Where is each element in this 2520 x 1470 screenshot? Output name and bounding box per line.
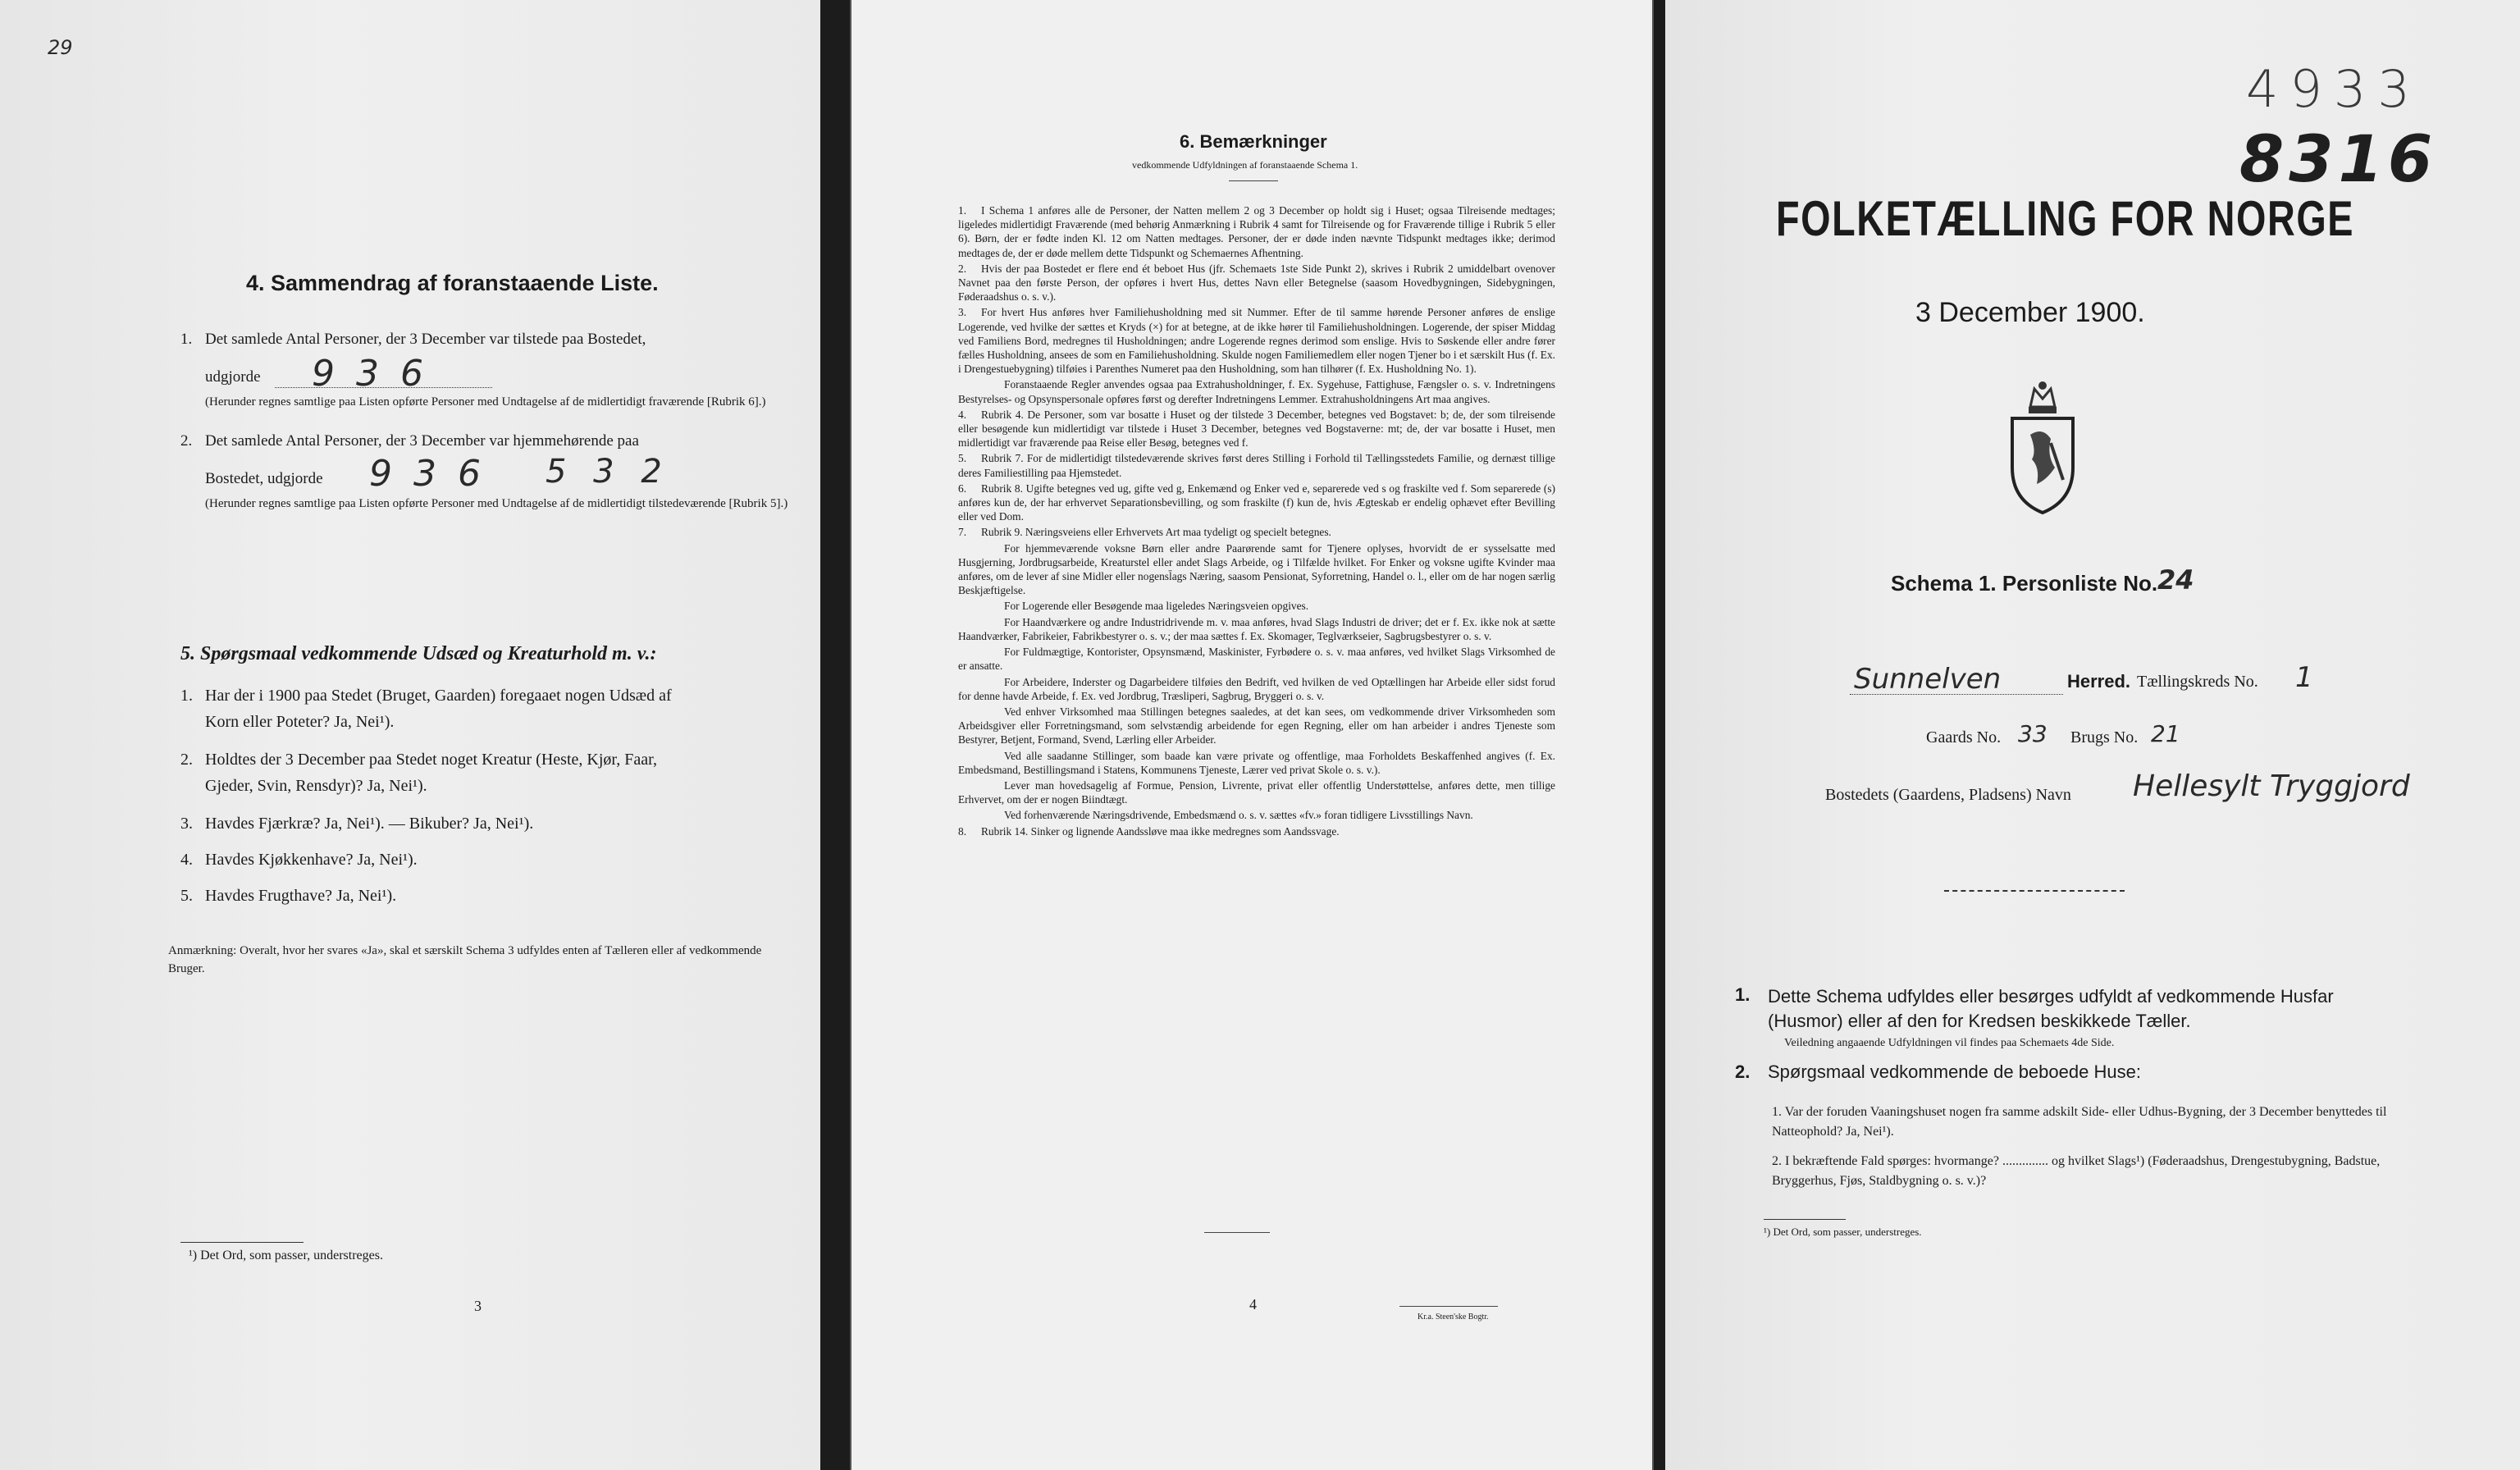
remark-item bbox=[958, 778, 1555, 806]
schema-number: 24 bbox=[2157, 564, 2194, 596]
remark-number: 7. bbox=[958, 526, 967, 539]
footnote: ¹) Det Ord, som passer, understreges. bbox=[1764, 1226, 1922, 1238]
remark-text: Ved alle saadanne Stillinger, som baade kan være private og offentlige, maa Forholdets Beskaffenhed angives (f. Ex. Embedsmand, Bestillingsmand i Statens, Kommunens Tjeneste, Lærer ved privat Skole o. s. v.). bbox=[958, 749, 1555, 776]
remark-text: Rubrik 4. De Personer, som var bosatte i Huset og der tilstede 3 December, betegnes ved Bogstavet: b; de, der som tilreisende eller besøgende kun midlertidigt var tilstede i Huset 3 December, betegnes ved Bogstaverne: mt; de, der var bosatte i Huset, men midlertidigt var fraværende paa Reise eller Besøg, betegnes ved f. bbox=[958, 408, 1555, 450]
remark-text: Rubrik 7. For de midlertidigt tilstedeværende skrives først deres Stilling i Forhold til Tællingsstedets Familie, og dernæst tillige deres Familiestilling paa Hjemstedet. bbox=[958, 452, 1555, 479]
schema-label: Schema 1. Personliste No. bbox=[1891, 571, 2158, 596]
s5-item5-line1: Havdes Frugthave? Ja, Nei¹). bbox=[205, 887, 397, 905]
remark-text: For Fuldmægtige, Kontorister, Opsynsmænd, Maskinister, Fyrbødere o. s. v. maa anføres, ved hvilket Slags Virksomhed de er ansatte. bbox=[958, 646, 1555, 673]
instruction2-number: 2. bbox=[1735, 1061, 1751, 1082]
remark-text: For Haandværkere og andre Industridrivende m. v. maa anføres, hvad Slags Industri de driver; det er f. Ex. ikke nok at sætte Haandværker, Fabrikeier, Fabrikbestyrer o. s. v.; der maa sættes f. Ex. Skomager, Teglværkseier, Sagbrugsbestyrer o. s. v. bbox=[958, 615, 1555, 642]
remark-text: Ved enhver Virksomhed maa Stillingen betegnes saaledes, at det kan sees, om vedkommende driver Virksomheden som Arbeidsgiver eller Forretningsmand, som selvstændig arbeidende for egen Regning, eller om han arbeider i andres Tjeneste som Bestyrer, Betjent, Formand, Svend, Lærling eller Arbeider. bbox=[958, 705, 1555, 746]
remark-item bbox=[958, 808, 1555, 822]
coat-of-arms-icon bbox=[2006, 377, 2079, 517]
item1-line1: Det samlede Antal Personer, der 3 December var tilstede paa Bostedet, bbox=[205, 331, 646, 348]
item1-dotted-line bbox=[275, 387, 492, 388]
s5-item2-line1: Holdtes der 3 December paa Stedet noget Kreatur (Heste, Kjør, Faar, bbox=[205, 751, 657, 769]
s5-item2-line2: Gjeder, Svin, Rensdyr)? Ja, Nei¹). bbox=[205, 777, 427, 795]
remark-text: Rubrik 9. Næringsveiens eller Erhvervets Art maa tydeligt og specielt betegnes. bbox=[981, 526, 1331, 539]
s5-item5-number: 5. bbox=[180, 887, 193, 905]
section5-heading: 5. Spørgsmaal vedkommende Udsæd og Kreaturhold m. v.: bbox=[180, 643, 657, 664]
document-title: FOLKETÆLLING FOR NORGE bbox=[1776, 191, 2355, 246]
remark-text: I Schema 1 anføres alle de Personer, der Natten mellem 2 og 3 December op holdt sig i Huset; ogsaa Tilreisende medtages; ligeledes midlertidigt Fraværende (med behørig Anmærkning i Rubrik 4 samt for Tilreisende og for Fraværende tillige i Rubrik 5 eller 6). Børn, der er fødte inden Kl. 12 om Natten medtages. Personer, der er døde inden nævnte Tidspunkt medtages ikke; derimod medtages de, der er døde mellem dette Tidspunkt og Schemaernes Afhentning. bbox=[958, 204, 1555, 259]
footnote: ¹) Det Ord, som passer, understreges. bbox=[189, 1249, 383, 1262]
herred-line bbox=[1850, 694, 2063, 695]
bosted-label: Bostedets (Gaardens, Pladsens) Navn bbox=[1825, 786, 2071, 804]
remark-text: Ved forhenværende Næringsdrivende, Embedsmænd o. s. v. sættes «fv.» foran tidligere Livsstillings Navn. bbox=[1004, 809, 1473, 822]
s5-item2-number: 2. bbox=[180, 751, 193, 769]
remark-item bbox=[958, 824, 1555, 838]
remark-text: Rubrik 14. Sinker og lignende Aandssløve maa ikke medregnes som Aandssvage. bbox=[981, 824, 1340, 838]
remark-item bbox=[958, 203, 1555, 260]
remark-text: Foranstaaende Regler anvendes ogsaa paa Extrahusholdninger, f. Ex. Sygehuse, Fattighuse, Fængsler o. s. v. Indretningens Bestyrelses- og Opsynspersonale opføres først og derefter Indretningens Lemmer. Extrahusholdningens Art maa angives. bbox=[958, 378, 1555, 405]
remark-item bbox=[958, 615, 1555, 643]
kreds-number: 1 bbox=[2295, 661, 2313, 694]
remark-item bbox=[958, 599, 1555, 613]
remark-number: 1. bbox=[958, 204, 967, 217]
remark-number: 2. bbox=[958, 262, 967, 275]
gaards-label: Gaards No. bbox=[1926, 728, 2002, 746]
remark-item bbox=[958, 482, 1555, 524]
item2-note: (Herunder regnes samtlige paa Listen opførte Personer med Undtagelse af de midlertidigt tilstedeværende [Rubrik 5].) bbox=[205, 497, 788, 510]
remark-text: Hvis der paa Bostedet er flere end ét beboet Hus (jfr. Schemaets 1ste Side Punkt 2), skrives i Rubrik 2 umiddelbart ovenover Navnet paa den første Person, der opføres i hvert Hus, dettes Navn eller Betegnelse (saasom Hovedbygningen, Sidebygningen, Føderaadshus o. s. v.). bbox=[958, 262, 1555, 304]
instruction1-text: Dette Schema udfyldes eller besørges udfyldt af vedkommende Husfar (Husmor) eller af den for Kredsen beskikkede Tæller. bbox=[1768, 986, 2334, 1031]
printer-rule bbox=[1399, 1306, 1498, 1307]
item2-line1: Det samlede Antal Personer, der 3 December var hjemmehørende paa bbox=[205, 432, 639, 450]
item1-label: udgjorde bbox=[205, 368, 261, 386]
separator-rule bbox=[1944, 890, 2125, 892]
right-page bbox=[1665, 0, 2520, 1470]
remark-text: Lever man hovedsagelig af Formue, Pension, Livrente, privat eller offentlig Understøttelse, anføres dette, men tillige Erhvervet, om der er nogen Biindtægt. bbox=[958, 778, 1555, 806]
remark-item bbox=[958, 305, 1555, 376]
footnote-rule bbox=[180, 1242, 304, 1243]
printer-credit: Kr.a. Steen'ske Bogtr. bbox=[1418, 1312, 1489, 1322]
page-number: 4 bbox=[1249, 1296, 1257, 1312]
remark-item bbox=[958, 408, 1555, 450]
remark-item bbox=[958, 451, 1555, 479]
kreds-label: Tællingskreds No. bbox=[2137, 673, 2258, 691]
brugs-number: 21 bbox=[2151, 720, 2180, 747]
remark-number: 3. bbox=[958, 306, 967, 319]
remark-item bbox=[958, 645, 1555, 673]
s5-item4-number: 4. bbox=[180, 851, 193, 869]
remark-item bbox=[958, 749, 1555, 777]
remark-item bbox=[958, 525, 1555, 539]
item2-handwritten-value: 9 3 6 bbox=[369, 453, 486, 495]
section4-heading: 4. Sammendrag af foranstaaende Liste. bbox=[246, 271, 659, 295]
remark-item bbox=[958, 705, 1555, 747]
s5-item1-line2: Korn eller Poteter? Ja, Nei¹). bbox=[205, 713, 395, 731]
remark-text: For Logerende eller Besøgende maa ligeledes Næringsveien opgives. bbox=[1004, 600, 1309, 613]
remark-text: Rubrik 8. Ugifte betegnes ved ug, gifte ved g, Enkemænd og Enker ved e, separerede ved s og fraskilte ved f. Som separerede (s) anføres kun de, der har erhvervet Separationsbevilling, og som fraskilte (f) kun de, hvis Ægteskab er endelig ophævet efter Bevilling eller ved Dom. bbox=[958, 482, 1555, 523]
document-date: 3 December 1900. bbox=[1915, 297, 2145, 328]
left-page bbox=[0, 0, 820, 1470]
heading-rule bbox=[1229, 180, 1278, 181]
remarks-list bbox=[958, 203, 1555, 840]
section6-subheading: vedkommende Udfyldningen af foranstaaende Schema 1. bbox=[1132, 159, 1358, 171]
s5-item1-line1: Har der i 1900 paa Stedet (Bruget, Gaarden) foregaaet nogen Udsæd af bbox=[205, 687, 672, 705]
question1: 1. Var der foruden Vaaningshuset nogen fra samme adskilt Side- eller Udhus-Bygning, der 3 December benyttedes til Natteophold? Ja, Nei¹). bbox=[1772, 1105, 2387, 1139]
s5-item1-number: 1. bbox=[180, 687, 193, 705]
section6-heading: 6. Bemærkninger bbox=[1180, 131, 1327, 152]
corner-mark: 29 bbox=[48, 36, 73, 59]
herred-label: Herred. bbox=[2067, 671, 2131, 692]
remark-text: For Arbeidere, Inderster og Dagarbeidere tilføies den Bedrift, ved hvilken de ved Optællingen har Arbeide eller sidst forud for denne havde Arbeide, f. Ex. ved Jordbrug, Træsliperi, Sagbrug, Bryggeri o. s. v. bbox=[958, 675, 1555, 702]
remark-text: For hjemmeværende voksne Børn eller andre Paarørende samt for Tjenere oplyses, hvorvidt de er sysselsatte med Husgjerning, Jordbrugsarbeide, Kreaturstel eller andet Slags Arbeide, og i Tilfælde hvilket. For Enker og voksne ugifte Kvinder maa anføres, om de lever af sine Midler eller nogensl̄ags Næring, saasom Pensionat, Syforretning, Handel o. l., eller om de har nogen særlig Beskjæftigelse. bbox=[958, 541, 1555, 597]
instruction1-note: Veiledning angaaende Udfyldningen vil findes paa Schemaets 4de Side. bbox=[1784, 1037, 2115, 1049]
item2-handwritten-extra: 5 3 2 bbox=[546, 453, 670, 491]
gaards-number: 33 bbox=[2018, 720, 2048, 747]
remark-item bbox=[958, 377, 1555, 405]
item1-handwritten-value: 9 3 6 bbox=[312, 353, 428, 395]
remark-number: 8. bbox=[958, 824, 967, 838]
remark-item bbox=[958, 541, 1555, 598]
remark-item bbox=[958, 262, 1555, 304]
item2-number: 2. bbox=[180, 432, 193, 450]
question2: 2. I bekræftende Fald spørges: hvormange? .............. og hvilket Slags¹) (Føderaadshus, Drengestubygning, Badstue, Bryggerhus, Fjøs, Staldbygning o. s. v.)? bbox=[1772, 1154, 2381, 1188]
s5-item4-line1: Havdes Kjøkkenhave? Ja, Nei¹). bbox=[205, 851, 418, 869]
remark-text: For hvert Hus anføres hver Familiehusholdning med sit Nummer. Efter de til samme hørende Personer anføres de enslige Logerende, ved hvilke der sættes et Kryds (×) for at betegne, at de ikke hører til Familiehusholdningen. Logerende, der spiser Middag ved Familiens Bord, medregnes til Husholdningen; andre Logerende regnes derimod som enslige. Hvis to Søskende eller andre fører fælles Husholdning, ansees de som en Familiehusholdning. Skulde nogen Familiemedlem eller nogen Tjener bo i et særskilt Hus (f. Ex. i Drengestuebygning) tilføies i Parenthes Numeret paa den Husholdning, som han tilhører (f. Ex. Husholdning No. 1). bbox=[958, 306, 1555, 376]
remark-number: 4. bbox=[958, 408, 967, 421]
instruction1-number: 1. bbox=[1735, 984, 1751, 1005]
herred-name: Sunnelven bbox=[1854, 663, 2002, 696]
bosted-name: Hellesylt Tryggjord bbox=[2133, 769, 2410, 803]
anmerkning: Anmærkning: Overalt, hvor her svares «Ja», skal et særskilt Schema 3 udfyldes enten af Tælleren eller af vedkommende Bruger. bbox=[168, 944, 762, 975]
page-number: 3 bbox=[474, 1298, 482, 1314]
brugs-label: Brugs No. bbox=[2070, 728, 2139, 746]
item2-label: Bostedet, udgjorde bbox=[205, 470, 323, 487]
footnote-rule bbox=[1764, 1219, 1846, 1220]
remark-item bbox=[958, 675, 1555, 703]
item1-number: 1. bbox=[180, 331, 193, 348]
remark-number: 6. bbox=[958, 482, 967, 495]
archive-number-top: 4933 bbox=[2246, 59, 2422, 119]
remark-number: 5. bbox=[958, 452, 967, 465]
middle-page bbox=[850, 0, 1654, 1470]
bottom-rule bbox=[1204, 1232, 1270, 1233]
s5-item3-number: 3. bbox=[180, 815, 193, 833]
instruction2-text: Spørgsmaal vedkommende de beboede Huse: bbox=[1768, 1061, 2141, 1082]
archive-number-bottom: 8316 bbox=[2239, 123, 2438, 197]
item1-note: (Herunder regnes samtlige paa Listen opførte Personer med Undtagelse af de midlertidigt fraværende [Rubrik 6].) bbox=[205, 395, 766, 409]
s5-item3-line1: Havdes Fjærkræ? Ja, Nei¹). — Bikuber? Ja, Nei¹). bbox=[205, 815, 534, 833]
